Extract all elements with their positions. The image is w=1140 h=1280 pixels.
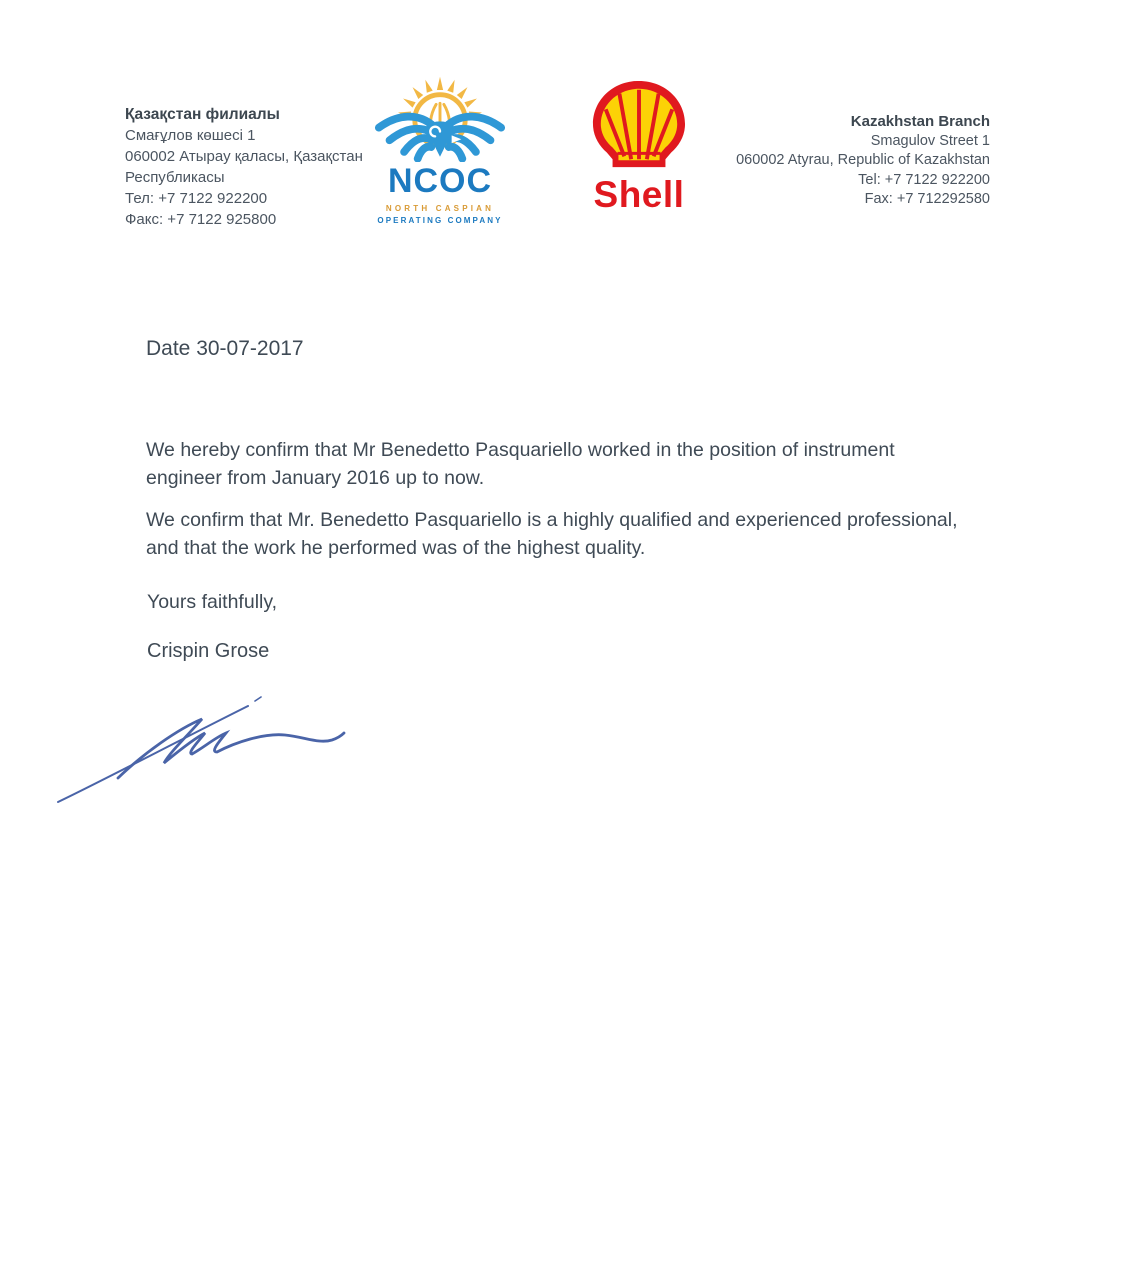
paragraph-2 — [146, 507, 958, 562]
right-address-block — [736, 112, 990, 210]
right-address-line: Smagulov Street 1 — [870, 132, 990, 149]
signatory-name: Crispin Grose — [147, 640, 270, 662]
shell-logo — [573, 78, 705, 213]
letter-date: Date 30-07-2017 — [146, 337, 304, 360]
left-address-line: Смағұлов көшесі 1 — [125, 127, 256, 144]
left-address-block — [125, 104, 363, 230]
sun-and-eagle-icon — [372, 70, 508, 162]
left-address-line: Республикасы — [125, 169, 225, 186]
left-address-line: Тел: +7 7122 922200 — [125, 190, 268, 207]
handwritten-signature — [52, 690, 352, 813]
letter-closing: Yours faithfully, — [147, 591, 278, 613]
paragraph-2-line-2: and that the work he performed was of the highest quality. — [146, 536, 646, 559]
ncoc-tagline-top: NORTH CASPIAN — [385, 204, 495, 213]
right-address-line: Fax: +7 712292580 — [864, 191, 990, 207]
shell-wordmark: Shell — [593, 174, 685, 215]
paragraph-2-line-1: We confirm that Mr. Benedetto Pasquariello is a highly qualified and experienced professional, — [146, 509, 958, 531]
ncoc-logo — [372, 70, 508, 225]
left-address-line: 060002 Атырау қаласы, Қазақстан — [125, 148, 363, 165]
paragraph-1-line-2: engineer from January 2016 up to now. — [146, 466, 485, 489]
right-address-line: 060002 Atyrau, Republic of Kazakhstan — [736, 152, 990, 168]
right-address-title: Kazakhstan Branch — [850, 113, 990, 130]
ncoc-tagline-bottom: OPERATING COMPANY — [377, 216, 503, 225]
shell-pecten-icon — [573, 78, 705, 172]
left-address-title: Қазақстан филиалы — [125, 106, 280, 123]
right-address-line: Tel: +7 7122 922200 — [858, 171, 990, 188]
paragraph-1-line-1: We hereby confirm that Mr Benedetto Pasquariello worked in the position of instrument — [146, 439, 895, 461]
left-address-line: Факс: +7 7122 925800 — [125, 211, 277, 228]
paragraph-1 — [146, 437, 895, 492]
ncoc-wordmark: NCOC — [387, 162, 493, 200]
